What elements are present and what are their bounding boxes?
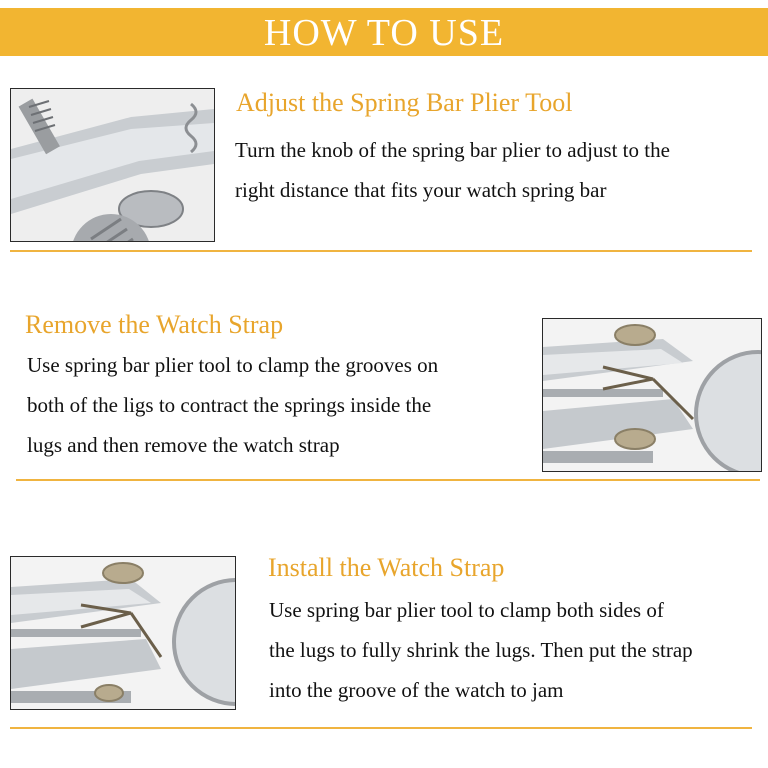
title-banner bbox=[0, 8, 768, 56]
step-3-heading: Install the Watch Strap bbox=[268, 553, 505, 582]
divider bbox=[10, 727, 752, 729]
step-1-text-line: Turn the knob of the spring bar plier to adjust to the bbox=[235, 138, 670, 162]
step-1-heading: Adjust the Spring Bar Plier Tool bbox=[236, 88, 573, 117]
step-1-text-line: right distance that fits your watch spring bar bbox=[235, 178, 607, 202]
step-3-text-line: into the groove of the watch to jam bbox=[269, 678, 564, 702]
step-3-text-line: Use spring bar plier tool to clamp both sides of bbox=[269, 598, 664, 622]
install-strap-photo bbox=[10, 556, 236, 710]
plier-knob-photo bbox=[10, 88, 215, 242]
step-2-text-line: both of the ligs to contract the springs inside the bbox=[27, 393, 432, 417]
step-2-text-line: lugs and then remove the watch strap bbox=[27, 433, 340, 457]
divider bbox=[10, 250, 752, 252]
step-2-text-line: Use spring bar plier tool to clamp the grooves on bbox=[27, 353, 439, 377]
remove-strap-photo bbox=[542, 318, 762, 472]
page-title: HOW TO USE bbox=[263, 12, 505, 54]
divider bbox=[16, 479, 760, 481]
step-2-heading: Remove the Watch Strap bbox=[25, 310, 284, 339]
step-3-text-line: the lugs to fully shrink the lugs. Then put the strap bbox=[269, 638, 693, 662]
